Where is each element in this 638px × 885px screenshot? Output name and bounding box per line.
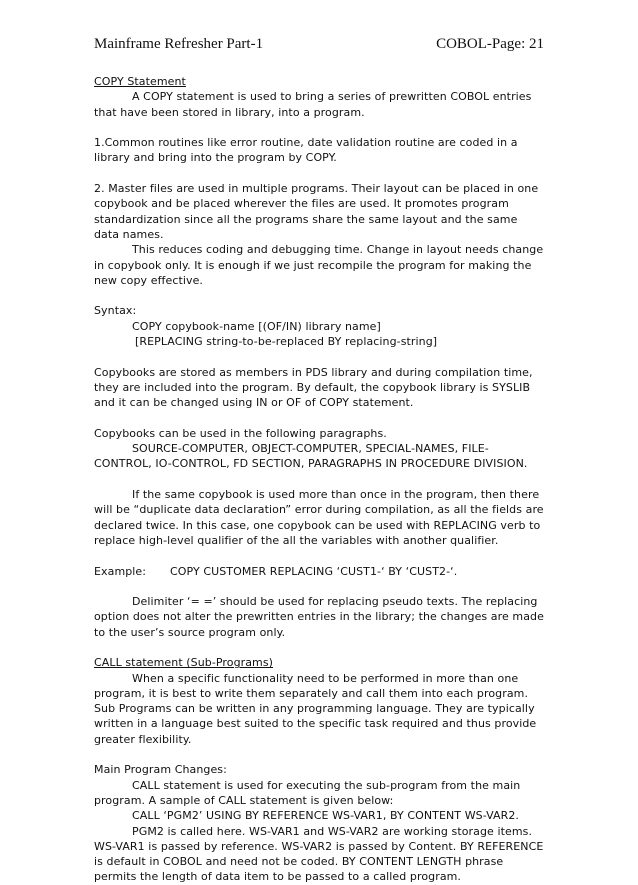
call-heading: CALL statement (Sub-Programs) [94, 656, 274, 670]
syntax-label: Syntax: [94, 304, 137, 318]
example-line [94, 564, 546, 579]
copy-point-2: 2. Master files are used in multiple programs. Their layout can be placed in one copybook and be placed wherever the files are used. It promotes program standardization since all the programs share the same layout and the same data names. [94, 182, 539, 241]
syntax-line-1: COPY copybook-name [(OF/IN) library name] [132, 319, 381, 333]
call-explanation: PGM2 is called here. WS-VAR1 and WS-VAR2 are working storage items. WS-VAR1 is passed by reference. WS-VAR2 is passed by Content. BY REFERENCE is default in COBOL and need not be coded. BY CONTENT LENGTH phrase permits the length of data item to be passed to a called program. [94, 824, 544, 884]
delimiter-note: Delimiter ‘= =’ should be used for replacing pseudo texts. The replacing option does not alter the prewritten entries in the library; the changes are made to the user’s source program only. [94, 595, 544, 639]
header-page-number: COBOL-Page: 21 [436, 36, 544, 52]
header-title: Mainframe Refresher Part-1 [94, 36, 264, 52]
example-label: Example: [94, 564, 147, 578]
call-sample: CALL ‘PGM2’ USING BY REFERENCE WS-VAR1, BY CONTENT WS-VAR2. [132, 809, 519, 823]
copy-point-2b: This reduces coding and debugging time. Change in layout needs change in copybook only. It is enough if we just recompile the program for making the new copy effective. [94, 243, 544, 287]
example-code: COPY CUSTOMER REPLACING ‘CUST1-‘ BY ‘CUST2-‘. [170, 564, 458, 578]
duplicate-declaration: If the same copybook is used more than once in the program, then there will be “duplicate data declaration” error during compilation, as all the fields are declared twice. In this case, one copybook can be used with REPLACING verb to replace high-level qualifier of the all the variables with another qualifier. [94, 488, 544, 547]
main-program-text: CALL statement is used for executing the sub-program from the main program. A sample of CALL statement is given below: [94, 778, 521, 807]
document-body [94, 74, 546, 885]
main-program-heading: Main Program Changes: [94, 763, 227, 777]
copy-point-1: 1.Common routines like error routine, date validation routine are coded in a library and bring into the program by COPY. [94, 136, 518, 165]
syntax-line-2: [REPLACING string-to-be-replaced BY replacing-string] [135, 335, 438, 349]
paragraphs-list: SOURCE-COMPUTER, OBJECT-COMPUTER, SPECIAL-NAMES, FILE-CONTROL, IO-CONTROL, FD SECTION, PARAGRAPHS IN PROCEDURE DIVISION. [94, 442, 528, 471]
call-intro: When a specific functionality need to be performed in more than one program, it is best to write them separately and call them into each program. Sub Programs can be written in any programming language. They are typically written in a language best suited to the specific task required and thus provide greater flexibility. [94, 671, 537, 746]
copy-intro: A COPY statement is used to bring a series of prewritten COBOL entries that have been stored in library, into a program. [94, 90, 532, 119]
copybook-storage: Copybooks are stored as members in PDS library and during compilation time, they are included into the program. By default, the copybook library is SYSLIB and it can be changed using IN or OF of COPY statement. [94, 365, 533, 410]
copy-heading: COPY Statement [94, 75, 186, 88]
paragraphs-intro: Copybooks can be used in the following paragraphs. [94, 426, 387, 440]
